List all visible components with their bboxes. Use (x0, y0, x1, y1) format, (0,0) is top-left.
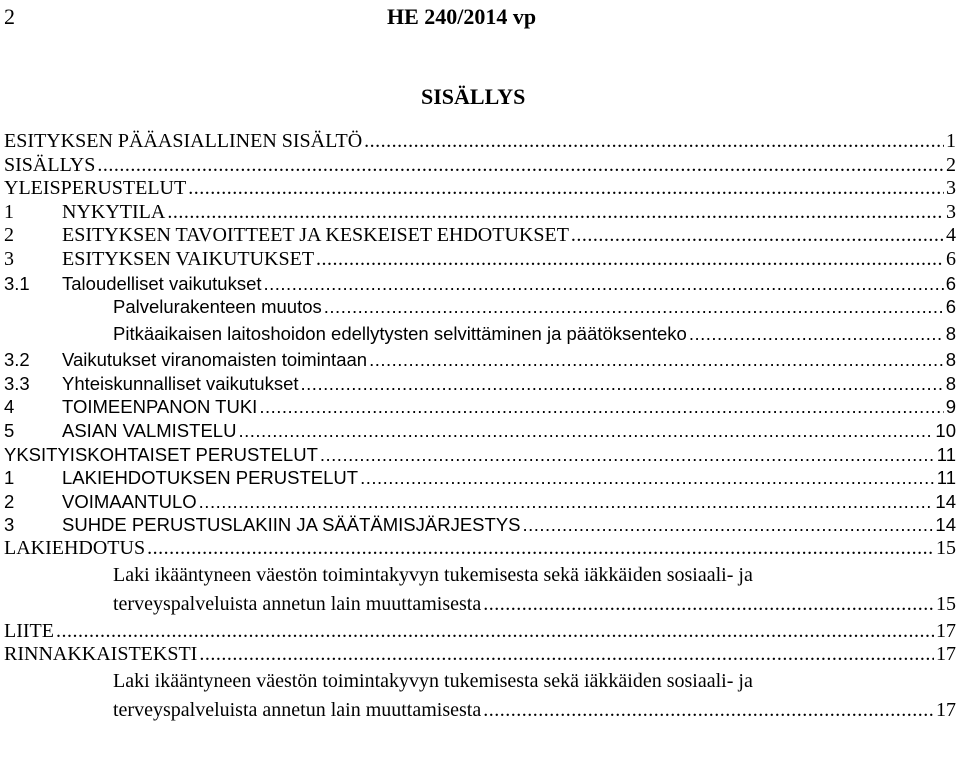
toc-entry-page: 1 (946, 130, 956, 152)
toc-entry[interactable] (4, 419, 956, 443)
toc-entry-number: 1 (4, 467, 15, 489)
toc-entry-first-line[interactable]: Laki ikääntyneen väestön toimintakyvyn tukemisesta sekä iäkkäiden sosiaali- ja (113, 669, 753, 692)
toc-entry-text: ESITYKSEN PÄÄASIALLINEN SISÄLTÖ (4, 130, 363, 152)
toc-entry[interactable] (4, 348, 956, 372)
toc-entry-number: 3.2 (4, 349, 30, 371)
toc-entry-text: Taloudelliset vaikutukset (62, 272, 262, 294)
toc-entry-text: YKSITYISKOHTAISET PERUSTELUT (4, 443, 318, 465)
toc-entry-text: RINNAKKAISTEKSTI (4, 643, 198, 666)
toc-leader-dots (689, 319, 944, 349)
toc-entry[interactable] (4, 372, 956, 396)
toc-entry-page: 2 (946, 153, 956, 176)
toc-entry-number: 2 (4, 490, 15, 512)
toc-entry[interactable] (4, 154, 956, 178)
toc-leader-dots (523, 513, 934, 537)
toc-entry-page: 11 (936, 443, 956, 465)
toc-entry[interactable] (4, 224, 956, 248)
toc-entry-text: LAKIEHDOTUKSEN PERUSTELUT (62, 467, 359, 489)
toc-entry-page: 8 (945, 322, 956, 344)
toc-entry-text: ASIAN VALMISTELU (62, 420, 237, 442)
toc-entry-page: 6 (946, 247, 956, 270)
toc-entry-number: 3 (4, 514, 15, 536)
toc-entry-page: 14 (935, 490, 956, 512)
toc-entry-page: 17 (936, 643, 956, 666)
toc-entry-page: 3 (946, 200, 956, 223)
toc-entry[interactable] (4, 466, 956, 490)
toc-entry-text: NYKYTILA (62, 200, 166, 223)
toc-entry[interactable] (4, 295, 956, 319)
table-of-contents (4, 130, 956, 726)
toc-entry-page: 17 (936, 619, 956, 642)
toc-entry[interactable] (4, 590, 956, 620)
toc-leader-dots (199, 643, 934, 667)
toc-entry[interactable] (4, 537, 956, 561)
toc-entry[interactable] (4, 395, 956, 419)
toc-entry-text: LIITE (4, 619, 54, 642)
toc-leader-dots (324, 295, 944, 319)
toc-entry[interactable] (4, 177, 956, 201)
toc-entry-number: 1 (4, 200, 14, 223)
toc-leader-dots (199, 490, 934, 514)
toc-leader-dots (264, 272, 944, 296)
toc-leader-dots (301, 372, 944, 396)
toc-leader-dots (259, 395, 943, 419)
toc-leader-dots (369, 348, 944, 372)
toc-leader-dots (320, 443, 935, 467)
toc-entry-text: Pitkäaikaisen laitoshoidon edellytysten selvittäminen ja päätöksenteko (113, 322, 687, 344)
toc-leader-dots (316, 248, 944, 272)
toc-entry-text: ESITYKSEN VAIKUTUKSET (62, 247, 315, 270)
toc-entry-text: Palvelurakenteen muutos (113, 296, 322, 318)
toc-entry-number: 4 (4, 396, 15, 418)
toc-entry-page: 15 (936, 537, 956, 559)
toc-entry[interactable] (4, 620, 956, 644)
toc-entry[interactable] (4, 272, 956, 296)
toc-entry-page: 6 (945, 272, 956, 294)
toc-entry-number: 3 (4, 247, 14, 270)
toc-entry[interactable] (4, 443, 956, 467)
toc-entry-page: 11 (936, 467, 956, 489)
toc-entry-page: 8 (945, 372, 956, 394)
toc-leader-dots (56, 620, 934, 644)
toc-title: SISÄLLYS (421, 84, 526, 109)
toc-entry-text: TOIMEENPANON TUKI (62, 396, 258, 418)
toc-entry-text: Yhteiskunnalliset vaikutukset (62, 372, 299, 394)
toc-entry-text: ESITYKSEN TAVOITTEET JA KESKEISET EHDOTUKSET (62, 224, 569, 247)
toc-entry-number: 5 (4, 420, 15, 442)
toc-entry-text: LAKIEHDOTUS (4, 537, 146, 559)
toc-entry[interactable] (4, 696, 956, 726)
toc-entry-text: terveyspalveluista annetun lain muuttamisesta (113, 593, 482, 616)
toc-leader-dots (147, 537, 934, 561)
toc-entry-text: YLEISPERUSTELUT (4, 177, 187, 200)
toc-entry-page: 17 (936, 699, 956, 722)
toc-entry-number: 2 (4, 224, 14, 247)
page-number: 2 (4, 4, 15, 29)
toc-entry-text: VOIMAANTULO (62, 490, 197, 512)
toc-leader-dots (188, 177, 944, 201)
toc-entry-text: SISÄLLYS (4, 153, 96, 176)
toc-entry-page: 15 (936, 593, 956, 616)
running-head: HE 240/2014 vp (387, 4, 537, 29)
toc-leader-dots (97, 154, 944, 178)
toc-entry[interactable] (4, 513, 956, 537)
toc-entry-first-line[interactable]: Laki ikääntyneen väestön toimintakyvyn tukemisesta sekä iäkkäiden sosiaali- ja (113, 563, 753, 586)
toc-entry-text: SUHDE PERUSTUSLAKIIN JA SÄÄTÄMISJÄRJESTYS (62, 514, 521, 536)
toc-entry-page: 14 (935, 514, 956, 536)
toc-entry[interactable] (4, 201, 956, 225)
toc-leader-dots (483, 696, 934, 726)
toc-leader-dots (364, 130, 944, 154)
toc-entry-number: 3.3 (4, 372, 30, 394)
toc-entry[interactable] (4, 130, 956, 154)
toc-entry[interactable] (4, 319, 956, 349)
toc-entry-page: 4 (946, 224, 956, 247)
toc-entry-text: Vaikutukset viranomaisten toimintaan (62, 349, 368, 371)
toc-leader-dots (360, 466, 935, 490)
toc-entry-page: 6 (945, 296, 956, 318)
toc-entry-text: terveyspalveluista annetun lain muuttamisesta (113, 699, 482, 722)
toc-entry[interactable] (4, 643, 956, 667)
toc-entry-page: 8 (945, 349, 956, 371)
toc-entry-page: 3 (946, 177, 956, 200)
toc-entry-page: 9 (945, 396, 956, 418)
toc-entry-page: 10 (935, 420, 956, 442)
toc-leader-dots (238, 419, 933, 443)
toc-leader-dots (483, 590, 934, 620)
toc-entry[interactable] (4, 248, 956, 272)
toc-leader-dots (571, 224, 944, 248)
toc-entry-number: 3.1 (4, 272, 30, 294)
toc-leader-dots (167, 201, 944, 225)
toc-entry[interactable] (4, 490, 956, 514)
